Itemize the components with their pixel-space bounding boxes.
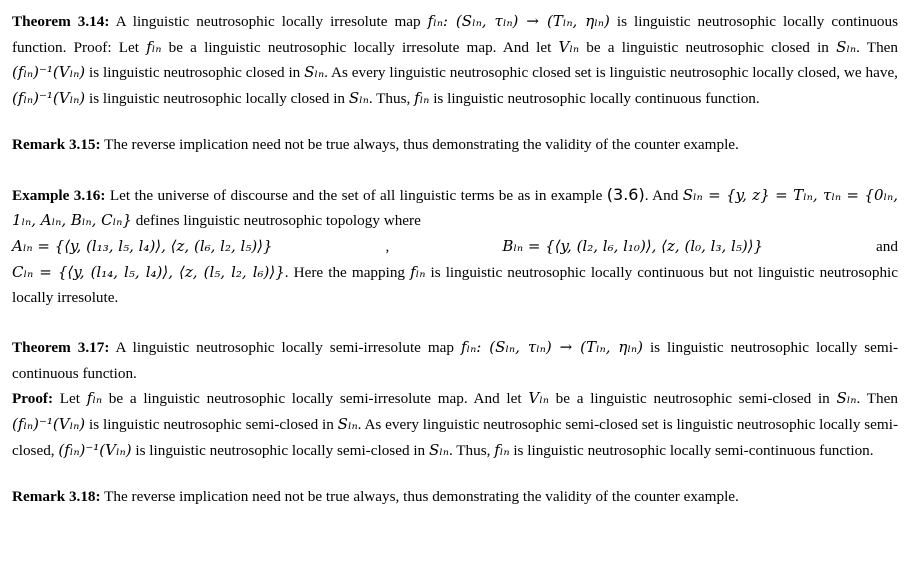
math-f: fₗₙ [414, 89, 430, 108]
theorem-3-17 [12, 335, 898, 386]
math-s: Sₗₙ [836, 37, 857, 56]
math-v: Vₗₙ [528, 389, 549, 408]
remark-label: Remark 3.18: [12, 487, 101, 505]
proof-text: is linguistic neutrosophic closed in [85, 64, 305, 82]
theorem-label: Theorem 3.14: [12, 13, 110, 30]
theorem-label: Theorem 3.17: [12, 339, 110, 357]
proof-text: be a linguistic neutrosophic closed in [579, 38, 837, 56]
math-inverse: (fₗₙ)⁻¹(Vₗₙ) [12, 63, 86, 82]
math-b-definition: Bₗₙ = {⟨y, (l₂, l₆, l₁₀)⟩, ⟨z, (l₀, l₃, l₅)⟩} [502, 236, 764, 255]
example-label: Example 3.16: [12, 186, 106, 204]
math-topology: Sₗₙ = {y, z} = Tₗₙ, τₗₙ = {0ₗₙ, 1ₗₙ, Aₗₙ, Bₗₙ, Cₗₙ} [12, 185, 898, 230]
remark-3-15 [12, 132, 898, 158]
theorem-text: is linguistic neutrosophic locally semi-continuous function. [12, 339, 899, 382]
theorem-text: A linguistic neutrosophic locally irresolute map [109, 13, 428, 30]
math-s: Sₗₙ [428, 440, 449, 459]
example-intro [12, 182, 898, 234]
remark-text: The reverse implication need not be true always, thus demonstrating the validity of the counter example. [100, 487, 739, 505]
math-f: fₗₙ [86, 389, 103, 408]
theorem-text: A linguistic neutrosophic locally semi-irresolute map [109, 339, 461, 357]
remark-label: Remark 3.15: [12, 135, 101, 153]
proof-text: be a linguistic neutrosophic semi-closed in [548, 390, 837, 408]
math-inverse: (fₗₙ)⁻¹(Vₗₙ) [12, 415, 86, 434]
separator-comma: , [385, 237, 390, 255]
math-f: fₗₙ [494, 440, 510, 459]
proof-text: is linguistic neutrosophic locally semi-continuous function. [509, 441, 874, 459]
remark-text: The reverse implication need not be true always, thus demonstrating the validity of the counter example. [100, 135, 739, 153]
example-and: and [876, 237, 898, 255]
math-a-definition: Aₗₙ = {⟨y, (l₁₃, l₅, l₄)⟩, ⟨z, (l₆, l₂, l₅)⟩} [12, 236, 273, 255]
proof-label: Proof: [12, 390, 54, 408]
math-inverse: (fₗₙ)⁻¹(Vₗₙ) [58, 440, 132, 459]
example-conclusion [12, 260, 898, 311]
example-3-16 [12, 182, 898, 312]
proof-text: Let [53, 390, 87, 408]
proof-text: . Then [856, 390, 898, 408]
proof-text: . As every linguistic neutrosophic semi-closed set is linguistic neutrosophic locally semi-closed, [12, 416, 899, 459]
math-s: Sₗₙ [337, 415, 358, 434]
proof-text: is linguistic neutrosophic locally semi-closed in [131, 441, 429, 459]
example-text: Let the universe of discourse and the set of all linguistic terms be as in example [105, 186, 607, 204]
proof-text: be a linguistic neutrosophic locally semi-irresolute map. And let [102, 390, 529, 408]
proof-text: is linguistic neutrosophic locally continuous function. [429, 90, 760, 108]
proof-text: . Thus, [368, 90, 415, 108]
math-s: Sₗₙ [836, 389, 857, 408]
remark-3-18 [12, 484, 898, 510]
math-v: Vₗₙ [558, 37, 580, 56]
example-text: . And [644, 186, 683, 204]
theorem-3-14 [12, 9, 898, 112]
math-inverse: (fₗₙ)⁻¹(Vₗₙ) [12, 89, 86, 108]
example-ref: (3.6) [606, 184, 645, 204]
proof-text: . Thus, [448, 441, 495, 459]
theorem-text: is linguistic neutrosophic locally continuous function. Proof: Let [12, 13, 899, 56]
example-text: defines linguistic neutrosophic topology where [131, 212, 421, 230]
example-text: . Here the mapping [284, 263, 411, 281]
proof-3-17 [12, 386, 898, 463]
math-s: Sₗₙ [348, 89, 369, 108]
proof-text: be a linguistic neutrosophic locally irresolute map. And let [161, 38, 559, 56]
math-map: fₗₙ: (Sₗₙ, τₗₙ) → (Tₗₙ, ηₗₙ) [427, 12, 610, 30]
proof-text: is linguistic neutrosophic locally closed in [85, 90, 349, 108]
proof-text: is linguistic neutrosophic semi-closed in [85, 416, 338, 434]
math-s: Sₗₙ [304, 63, 325, 82]
math-f: fₗₙ [410, 262, 426, 281]
math-map: fₗₙ: (Sₗₙ, τₗₙ) → (Tₗₙ, ηₗₙ) [461, 338, 643, 357]
math-f: fₗₙ [146, 37, 162, 56]
example-text: is linguistic neutrosophic locally continuous but not linguistic neutrosophic locally irresolute. [12, 263, 899, 307]
proof-text: . Then [856, 38, 898, 56]
math-c-definition: Cₗₙ = {⟨y, (l₁₄, l₅, l₄)⟩, ⟨z, (l₅, l₂, l₆)⟩} [12, 262, 285, 281]
example-definitions-row [12, 234, 898, 260]
proof-text: . As every linguistic neutrosophic closed set is linguistic neutrosophic locally closed, we have, [324, 64, 898, 82]
